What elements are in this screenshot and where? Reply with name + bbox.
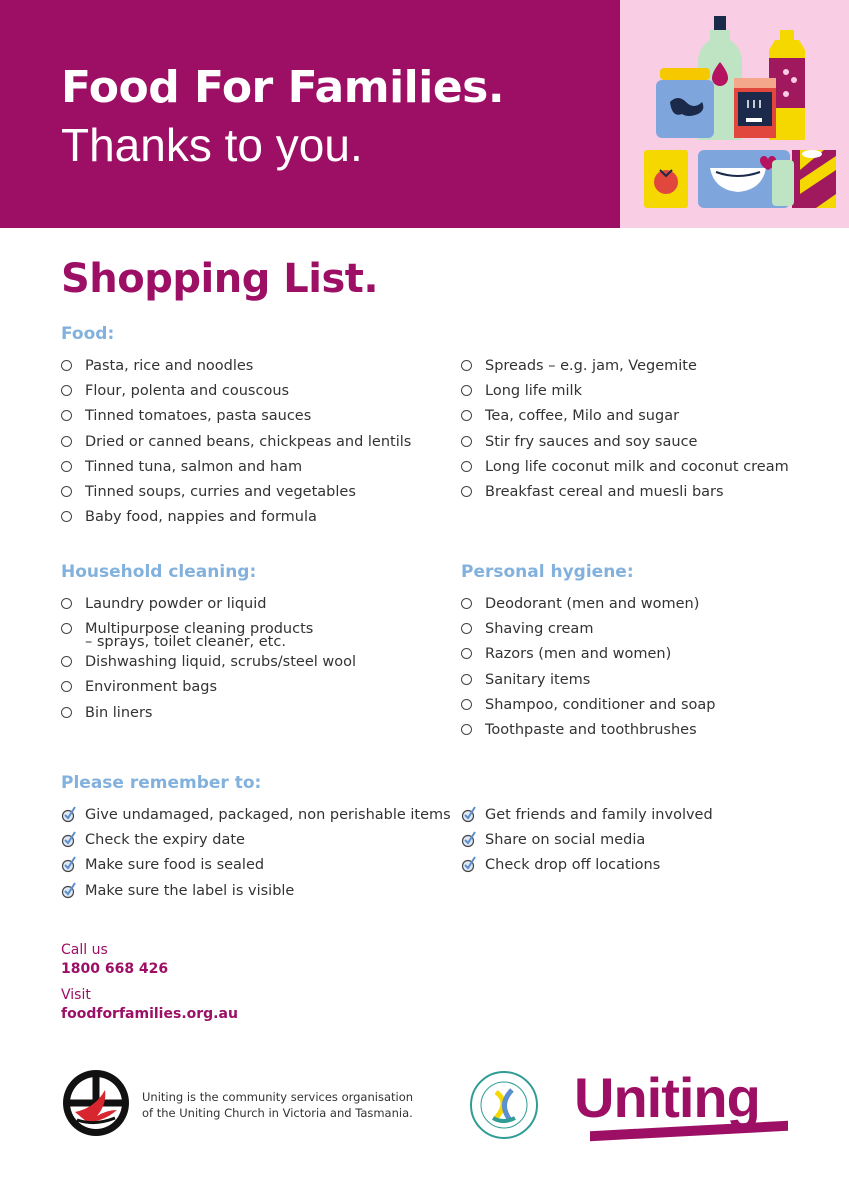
list-item: Give undamaged, packaged, non perishable items [61, 804, 451, 829]
checkbox-icon[interactable] [61, 598, 72, 609]
checkbox-icon[interactable] [461, 486, 472, 497]
coffee-tin-icon [734, 78, 776, 138]
list-item: Check the expiry date [61, 829, 451, 854]
list-item[interactable]: Multipurpose cleaning products – sprays, toilet cleaner, etc. [61, 618, 356, 651]
list-item[interactable]: Dried or canned beans, chickpeas and lentils [61, 431, 411, 456]
list-item[interactable]: Environment bags [61, 676, 356, 701]
checked-icon [61, 830, 77, 848]
checked-icon [61, 855, 77, 873]
checkbox-icon[interactable] [461, 410, 472, 421]
checkbox-icon[interactable] [61, 707, 72, 718]
checkbox-icon[interactable] [461, 674, 472, 685]
checkbox-icon[interactable] [61, 623, 72, 634]
checkbox-icon[interactable] [461, 724, 472, 735]
checkbox-icon[interactable] [61, 656, 72, 667]
visit-label: Visit [61, 987, 91, 1003]
checkbox-icon[interactable] [61, 511, 72, 522]
checkbox-icon[interactable] [461, 360, 472, 371]
list-item[interactable]: Bin liners [61, 702, 356, 727]
checkbox-icon[interactable] [461, 648, 472, 659]
page-title: Food For Families. [61, 62, 505, 113]
checkbox-icon[interactable] [61, 681, 72, 692]
phone-link[interactable]: 1800 668 426 [61, 961, 169, 977]
shopping-list-heading: Shopping List. [61, 256, 379, 302]
list-item[interactable]: Shaving cream [461, 618, 716, 643]
household-section-label: Household cleaning: [61, 562, 257, 582]
list-item[interactable]: Tinned soups, curries and vegetables [61, 481, 411, 506]
checked-icon [61, 805, 77, 823]
checked-icon [461, 830, 477, 848]
checkbox-icon[interactable] [461, 385, 472, 396]
household-list [61, 593, 356, 727]
list-item[interactable]: Tinned tuna, salmon and ham [61, 456, 411, 481]
list-item[interactable]: Toothpaste and toothbrushes [461, 719, 716, 744]
remember-section-label: Please remember to: [61, 773, 262, 793]
checkbox-icon[interactable] [461, 699, 472, 710]
personal-section-label: Personal hygiene: [461, 562, 634, 582]
checkbox-icon[interactable] [61, 486, 72, 497]
checkbox-icon[interactable] [61, 410, 72, 421]
checkbox-icon[interactable] [461, 461, 472, 472]
tomato-can-icon [644, 150, 688, 208]
checked-icon [461, 855, 477, 873]
header-banner [0, 0, 620, 228]
list-item: Check drop off locations [461, 854, 713, 879]
food-section-label: Food: [61, 324, 115, 344]
checked-icon [461, 805, 477, 823]
list-item: Make sure food is sealed [61, 854, 451, 879]
list-item: Make sure the label is visible [61, 880, 451, 905]
checkbox-icon[interactable] [461, 436, 472, 447]
list-item: Share on social media [461, 829, 713, 854]
list-item[interactable]: Breakfast cereal and muesli bars [461, 481, 789, 506]
list-item[interactable]: Tea, coffee, Milo and sugar [461, 405, 789, 430]
list-item[interactable]: Pasta, rice and noodles [61, 355, 411, 380]
list-item[interactable]: Dishwashing liquid, scrubs/steel wool [61, 651, 356, 676]
food-list-left [61, 355, 411, 531]
list-item[interactable]: Baby food, nappies and formula [61, 506, 411, 531]
peanut-butter-jar-icon [656, 68, 714, 138]
list-item: Get friends and family involved [461, 804, 713, 829]
website-link[interactable]: foodforfamilies.org.au [61, 1006, 238, 1022]
uniting-brand-logo: Uniting [574, 1066, 760, 1129]
list-item[interactable]: Spreads – e.g. jam, Vegemite [461, 355, 789, 380]
call-label: Call us [61, 942, 108, 958]
checkbox-icon[interactable] [61, 385, 72, 396]
food-list-right [461, 355, 789, 506]
list-item[interactable]: Deodorant (men and women) [461, 593, 716, 618]
list-item[interactable]: Sanitary items [461, 669, 716, 694]
checkbox-icon[interactable] [461, 623, 472, 634]
footer-description: Uniting is the community services organisation of the Uniting Church in Victoria and Tasmania. [142, 1090, 414, 1120]
uniting-church-logo [61, 1068, 131, 1138]
checkbox-icon[interactable] [61, 360, 72, 371]
list-item[interactable]: Laundry powder or liquid [61, 593, 356, 618]
list-item[interactable]: Long life coconut milk and coconut cream [461, 456, 789, 481]
grocery-illustration [620, 0, 849, 228]
list-item[interactable]: Shampoo, conditioner and soap [461, 694, 716, 719]
personal-list [461, 593, 716, 744]
list-item[interactable]: Razors (men and women) [461, 643, 716, 668]
checked-icon [61, 881, 77, 899]
registered-charity-seal [469, 1070, 539, 1140]
page-subtitle: Thanks to you. [61, 119, 363, 171]
list-item[interactable]: Tinned tomatoes, pasta sauces [61, 405, 411, 430]
list-item[interactable]: Long life milk [461, 380, 789, 405]
checkbox-icon[interactable] [61, 436, 72, 447]
list-item[interactable]: Stir fry sauces and soy sauce [461, 431, 789, 456]
remember-list-right [461, 804, 713, 880]
list-item[interactable]: Flour, polenta and couscous [61, 380, 411, 405]
remember-list-left [61, 804, 451, 905]
checkbox-icon[interactable] [461, 598, 472, 609]
checkbox-icon[interactable] [61, 461, 72, 472]
